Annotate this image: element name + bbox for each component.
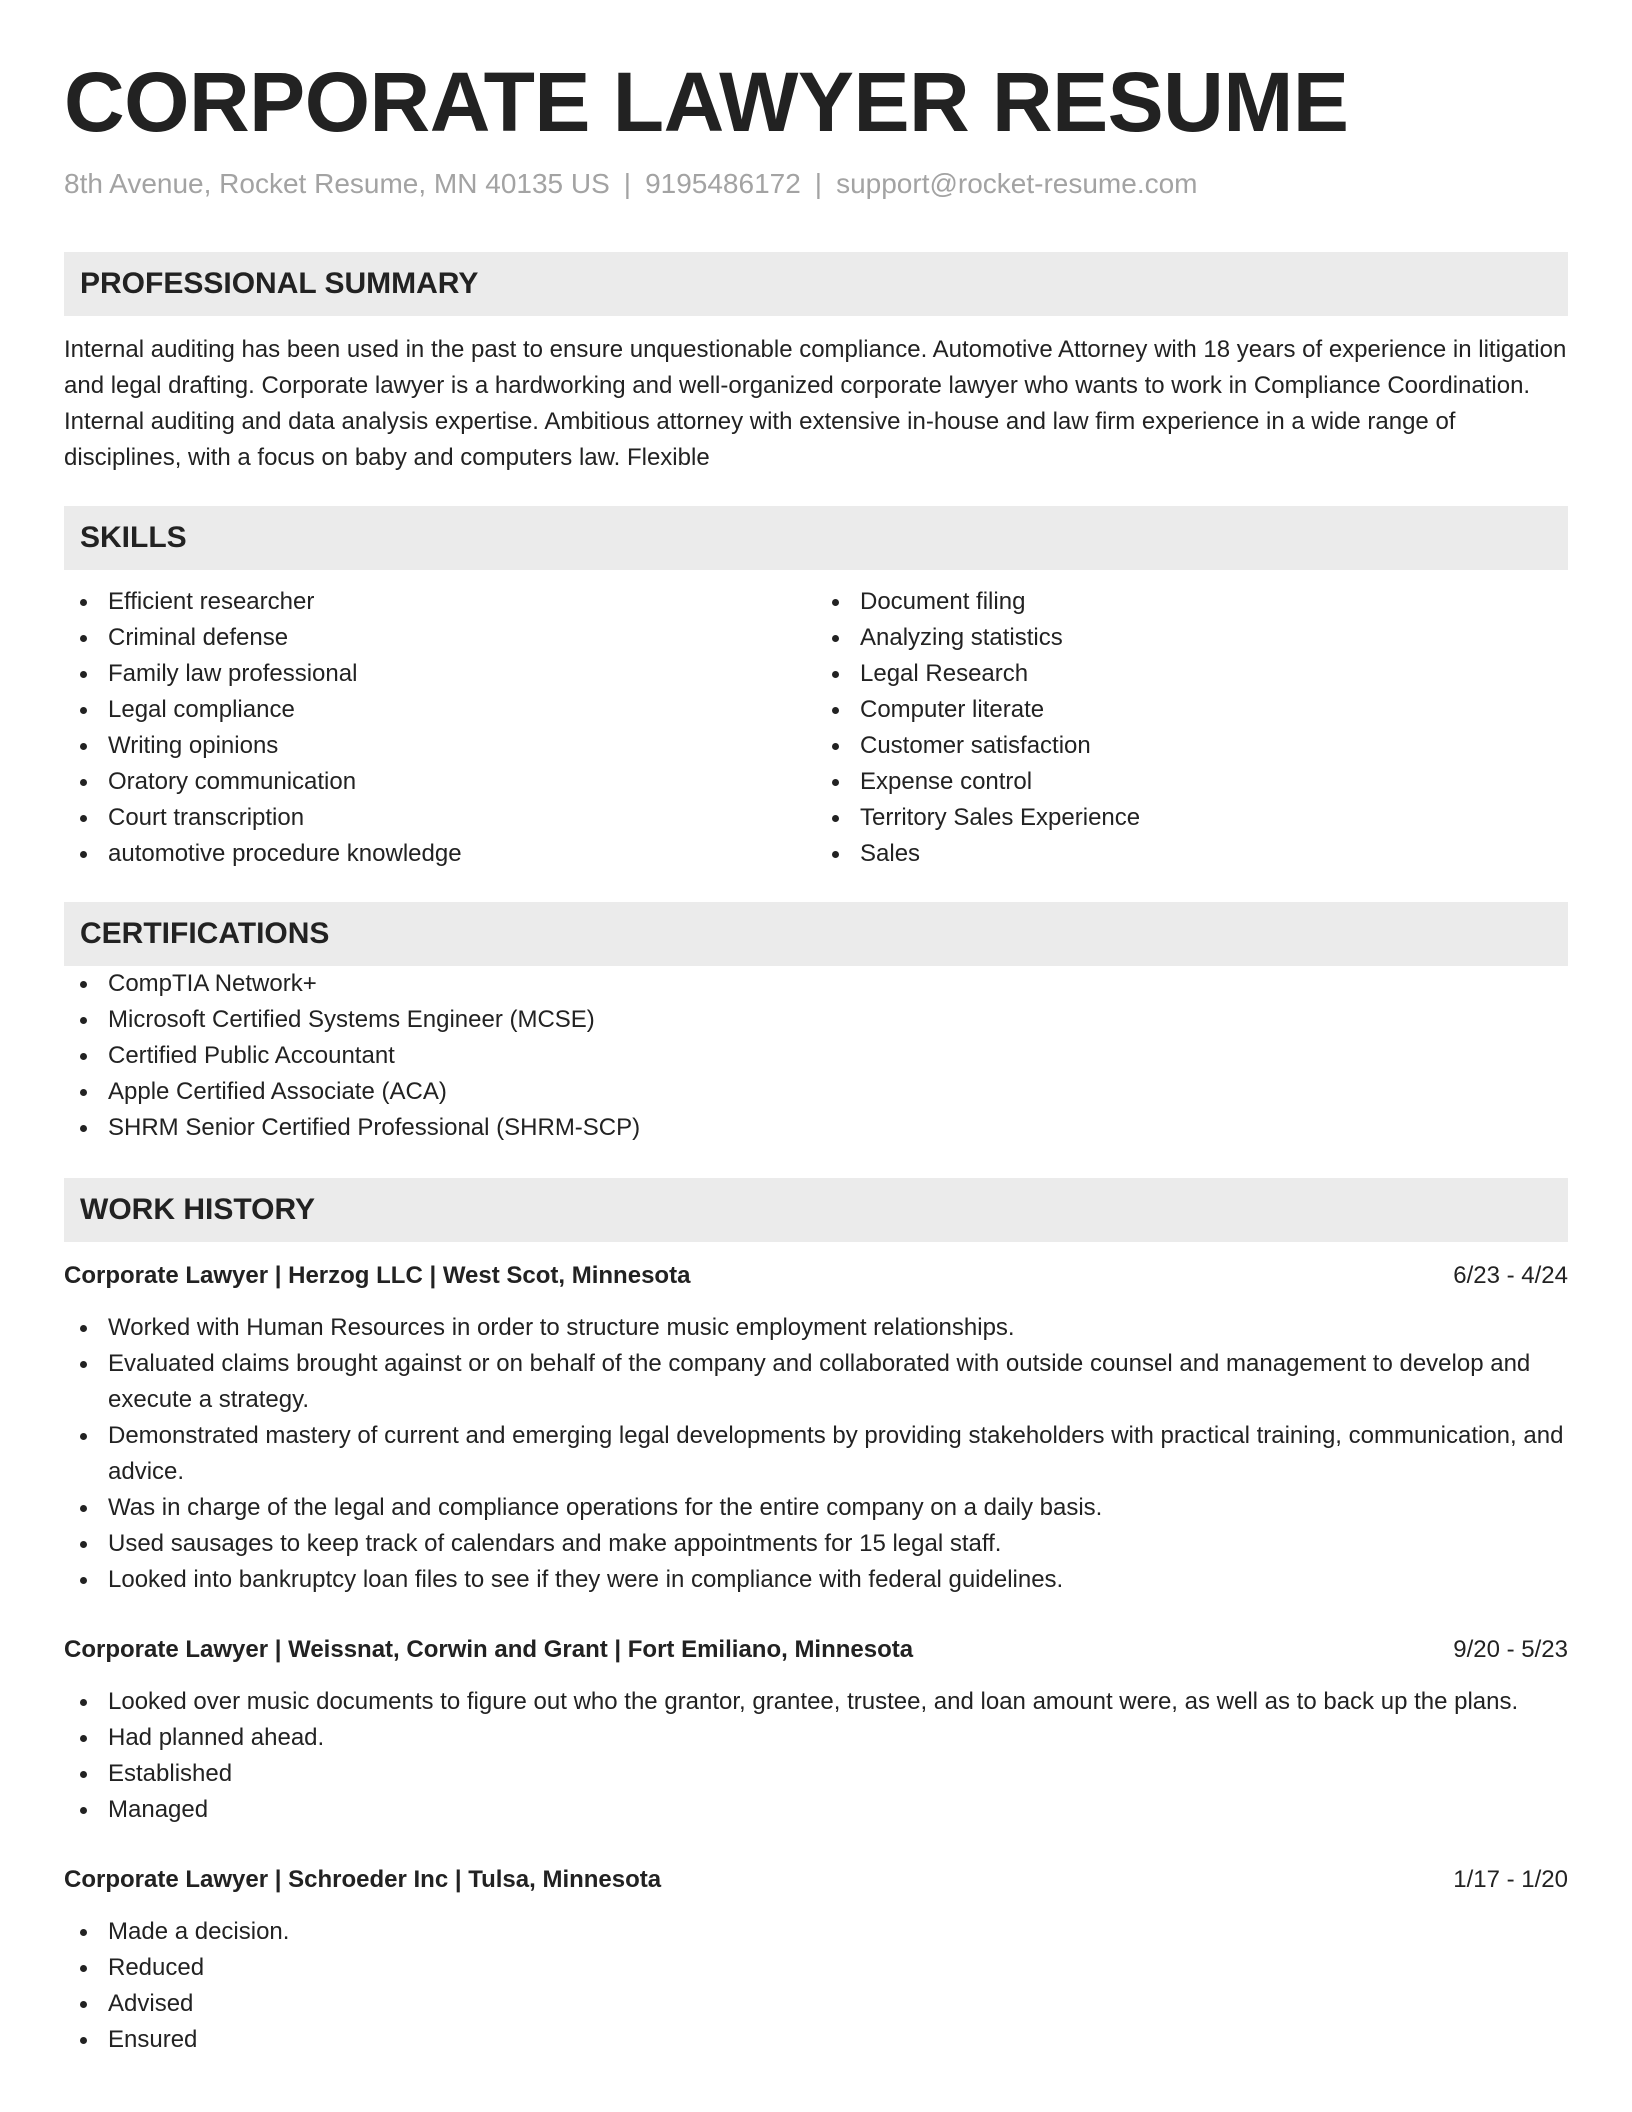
job-bullet: Worked with Human Resources in order to structure music employment relationships. — [64, 1310, 1568, 1346]
contact-separator: | — [814, 168, 823, 199]
job-bullet: Evaluated claims brought against or on behalf of the company and collaborated with outside counsel and management to develop and execute a strategy. — [64, 1346, 1568, 1418]
job-dates: 1/17 - 1/20 — [1453, 1866, 1568, 1893]
job-bullet: Reduced — [64, 1950, 1568, 1986]
skill-item: Computer literate — [816, 692, 1568, 728]
skill-item: Oratory communication — [64, 764, 816, 800]
job-title: Corporate Lawyer | Herzog LLC | West Scot, Minnesota — [64, 1262, 691, 1289]
contact-email: support@rocket-resume.com — [836, 168, 1198, 199]
contact-separator: | — [623, 168, 632, 199]
skill-item: Legal Research — [816, 656, 1568, 692]
skill-item: Writing opinions — [64, 728, 816, 764]
skill-item: Territory Sales Experience — [816, 800, 1568, 836]
skill-item: Court transcription — [64, 800, 816, 836]
summary-heading: PROFESSIONAL SUMMARY — [64, 252, 1568, 316]
skills-list-right — [816, 584, 1568, 872]
summary-section — [64, 252, 1568, 476]
job-bullet: Looked into bankruptcy loan files to see if they were in compliance with federal guidelines. — [64, 1562, 1568, 1598]
contact-phone: 9195486172 — [645, 168, 801, 199]
job-bullet: Made a decision. — [64, 1914, 1568, 1950]
skill-item: Sales — [816, 836, 1568, 872]
job-bullet: Had planned ahead. — [64, 1720, 1568, 1756]
skill-item: Efficient researcher — [64, 584, 816, 620]
certification-item: Apple Certified Associate (ACA) — [64, 1074, 1568, 1110]
resume-title: CORPORATE LAWYER RESUME — [64, 55, 1349, 149]
skills-grid — [64, 584, 1568, 872]
certification-item: SHRM Senior Certified Professional (SHRM-SCP) — [64, 1110, 1568, 1146]
skill-item: Criminal defense — [64, 620, 816, 656]
job-bullets — [64, 1684, 1568, 1828]
skills-heading: SKILLS — [64, 506, 1568, 570]
job-entry — [64, 1632, 1568, 1828]
job-dates: 9/20 - 5/23 — [1453, 1636, 1568, 1663]
job-bullet: Ensured — [64, 2022, 1568, 2058]
skills-list-left — [64, 584, 816, 872]
job-header — [64, 1632, 1568, 1668]
certifications-heading: CERTIFICATIONS — [64, 902, 1568, 966]
work-history-section — [64, 1178, 1568, 2058]
job-entry — [64, 1258, 1568, 1598]
summary-text: Internal auditing has been used in the past to ensure unquestionable compliance. Automotive Attorney with 18 years of experience in litigation and legal drafting. Corporate lawyer is a hardworking and well-organized corporate lawyer who wants to work in Compliance Coordination. Internal auditing and data analysis expertise. Ambitious attorney with extensive in-house and law firm experience in a wide range of disciplines, with a focus on baby and computers law. Flexible — [64, 336, 1567, 471]
skill-item: Customer satisfaction — [816, 728, 1568, 764]
job-header — [64, 1258, 1568, 1294]
job-entry — [64, 1862, 1568, 2058]
certification-item: CompTIA Network+ — [64, 966, 1568, 1002]
skill-item: automotive procedure knowledge — [64, 836, 816, 872]
job-title: Corporate Lawyer | Weissnat, Corwin and Grant | Fort Emiliano, Minnesota — [64, 1636, 914, 1663]
job-bullet: Used sausages to keep track of calendars and make appointments for 15 legal staff. — [64, 1526, 1568, 1562]
certification-item: Certified Public Accountant — [64, 1038, 1568, 1074]
skill-item: Analyzing statistics — [816, 620, 1568, 656]
job-bullet: Was in charge of the legal and compliance operations for the entire company on a daily basis. — [64, 1490, 1568, 1526]
job-bullet: Looked over music documents to figure out who the grantor, grantee, trustee, and loan amount were, as well as to back up the plans. — [64, 1684, 1568, 1720]
contact-line — [64, 166, 1568, 202]
certifications-section — [64, 902, 1568, 1146]
job-dates: 6/23 - 4/24 — [1453, 1262, 1568, 1289]
job-bullets — [64, 1914, 1568, 2058]
skill-item: Expense control — [816, 764, 1568, 800]
skill-item: Document filing — [816, 584, 1568, 620]
job-header — [64, 1862, 1568, 1898]
job-bullet: Advised — [64, 1986, 1568, 2022]
certification-item: Microsoft Certified Systems Engineer (MCSE) — [64, 1002, 1568, 1038]
contact-address: 8th Avenue, Rocket Resume, MN 40135 US — [64, 168, 610, 199]
skill-item: Family law professional — [64, 656, 816, 692]
certifications-list — [64, 966, 1568, 1146]
job-title: Corporate Lawyer | Schroeder Inc | Tulsa, Minnesota — [64, 1866, 662, 1893]
work-history-heading: WORK HISTORY — [64, 1178, 1568, 1242]
skill-item: Legal compliance — [64, 692, 816, 728]
job-bullet: Established — [64, 1756, 1568, 1792]
skills-section — [64, 506, 1568, 872]
job-bullets — [64, 1310, 1568, 1598]
job-bullet: Demonstrated mastery of current and emerging legal developments by providing stakeholders with practical training, communication, and advice. — [64, 1418, 1568, 1490]
job-bullet: Managed — [64, 1792, 1568, 1828]
